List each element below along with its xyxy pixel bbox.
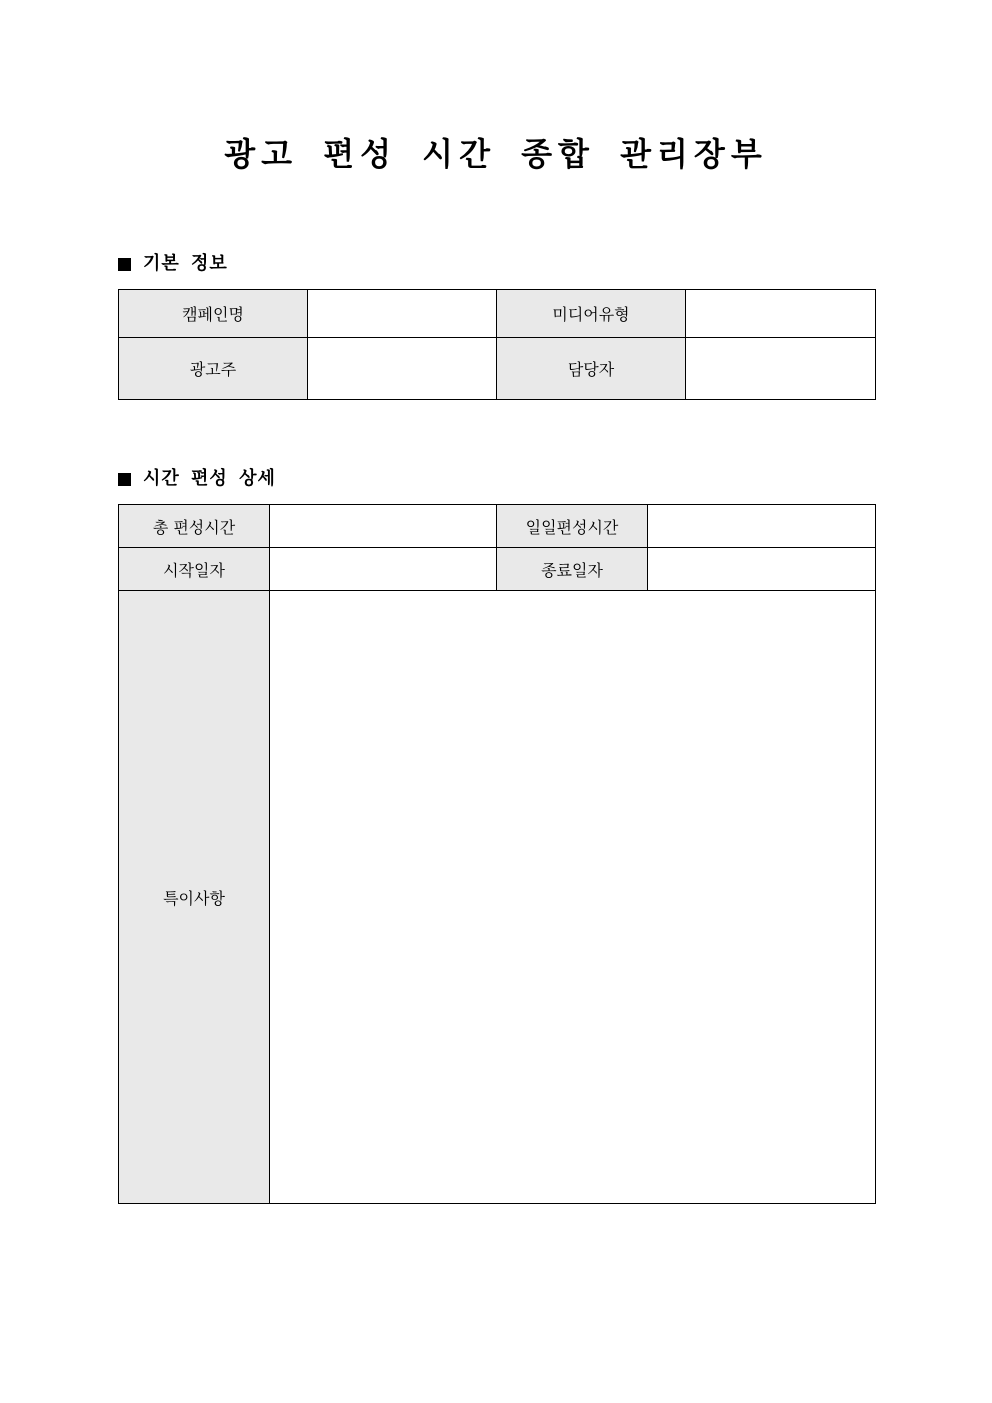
page-title: 광고 편성 시간 종합 관리장부 [224, 135, 768, 173]
table-row [119, 338, 876, 400]
advertiser-label: 광고주 [119, 338, 308, 400]
square-bullet-icon [118, 258, 131, 271]
time-detail-table [118, 504, 876, 1204]
section-heading-basic-info-text: 기본 정보 [143, 253, 228, 274]
end-date-label: 종료일자 [497, 548, 648, 591]
special-notes-field[interactable] [270, 591, 876, 1204]
daily-schedule-time-label: 일일편성시간 [497, 505, 648, 548]
square-bullet-icon [118, 473, 131, 486]
total-schedule-time-label: 총 편성시간 [119, 505, 270, 548]
advertiser-field[interactable] [308, 338, 497, 400]
start-date-label: 시작일자 [119, 548, 270, 591]
basic-info-table [118, 289, 876, 400]
end-date-field[interactable] [648, 548, 876, 591]
manager-label: 담당자 [497, 338, 686, 400]
table-row [119, 290, 876, 338]
total-schedule-time-field[interactable] [270, 505, 497, 548]
media-type-label: 미디어유형 [497, 290, 686, 338]
campaign-name-field[interactable] [308, 290, 497, 338]
section-heading-time-detail [118, 467, 276, 491]
table-row [119, 548, 876, 591]
section-heading-basic-info [118, 252, 228, 276]
media-type-field[interactable] [686, 290, 876, 338]
section-heading-time-detail-text: 시간 편성 상세 [143, 468, 276, 489]
table-row [119, 591, 876, 1204]
start-date-field[interactable] [270, 548, 497, 591]
special-notes-label: 특이사항 [119, 591, 270, 1204]
table-row [119, 505, 876, 548]
daily-schedule-time-field[interactable] [648, 505, 876, 548]
campaign-name-label: 캠페인명 [119, 290, 308, 338]
manager-field[interactable] [686, 338, 876, 400]
